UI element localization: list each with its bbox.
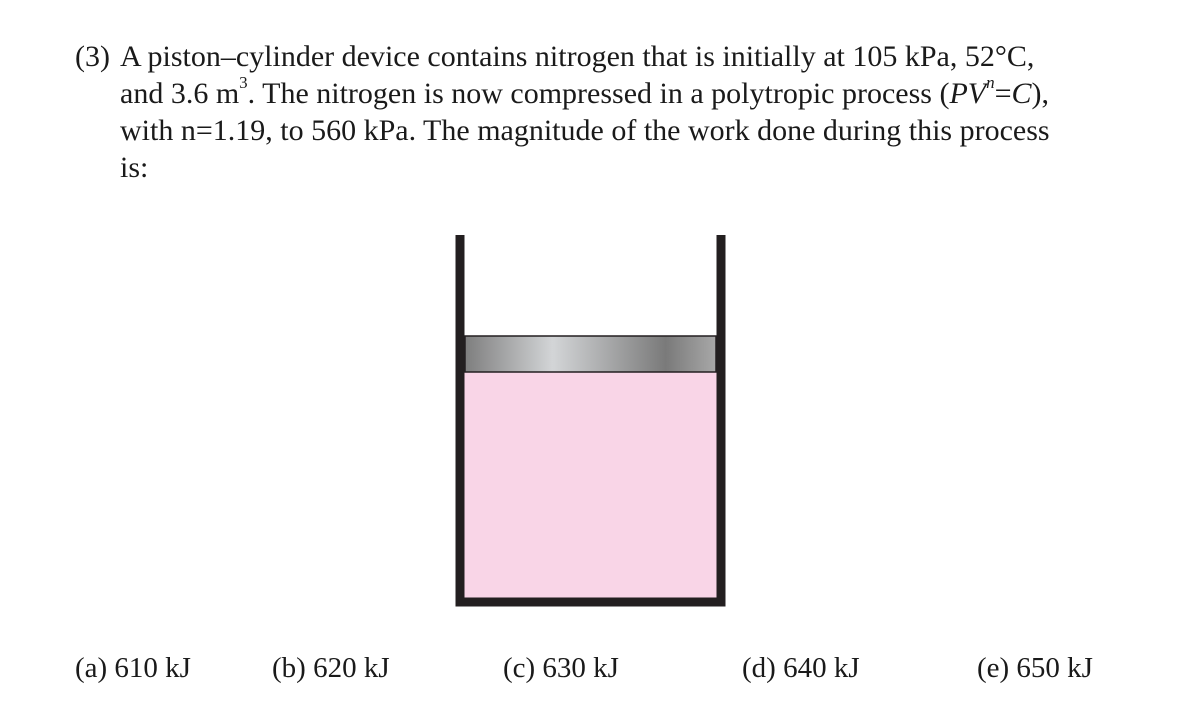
question-number: (3) [75,40,110,73]
choice-a: (a) 610 kJ [75,652,191,684]
pv-term: PV [949,77,987,110]
question-line-4: is: [120,151,149,184]
polytropic-exponent: n [986,73,995,92]
volume-text: and 3.6 m [120,77,240,110]
piston [465,336,716,372]
equals-sign: = [994,77,1012,110]
choice-d: (d) 640 kJ [742,652,860,684]
question-line-1: A piston–cylinder device contains nitrogen that is initially at 105 kPa, 52°C, [120,40,1035,73]
choice-e: (e) 650 kJ [977,652,1093,684]
process-text: . The nitrogen is now compressed in a polytropic process ( [247,77,950,110]
line-2-end: ), [1031,77,1050,110]
choice-b: (b) 620 kJ [272,652,390,684]
choice-c: (c) 630 kJ [503,652,619,684]
nitrogen-gas [464,372,718,600]
cubic-exponent: 3 [239,73,248,92]
question-line-3: with n=1.19, to 560 kPa. The magnitude of the work done during this process [120,114,1050,147]
constant-term: C [1011,77,1032,110]
